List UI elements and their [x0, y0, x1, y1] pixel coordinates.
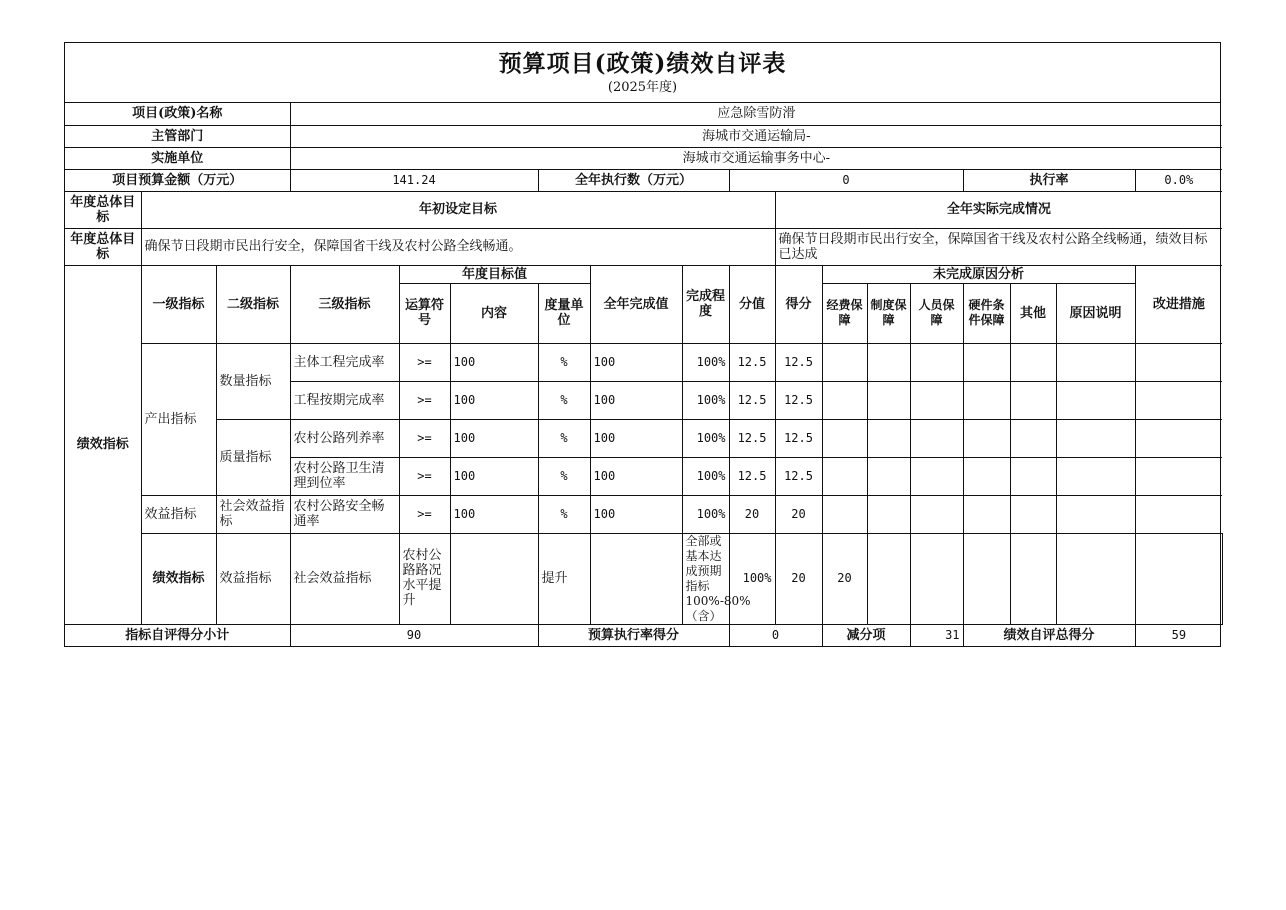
operator-cell: >=: [399, 381, 450, 419]
total-value: 59: [1135, 624, 1222, 646]
title-block: [65, 43, 1220, 103]
operator-cell: >=: [399, 495, 450, 533]
reason-explain-header: 原因说明: [1056, 283, 1135, 343]
total-label: 绩效自评总得分: [963, 624, 1135, 646]
reason-staff-cell: [910, 419, 963, 457]
perf-indicator-label-2: 绩效指标: [141, 533, 216, 624]
reason-system-header: 制度保障: [867, 283, 910, 343]
actual-cell: 100: [590, 495, 682, 533]
deduct-value: 31: [910, 624, 963, 646]
reason-group-header: 未完成原因分析: [822, 265, 1135, 283]
unit-value: 海城市交通运输事务中心-: [290, 147, 1222, 169]
level2-cell: 社会效益指标: [216, 495, 290, 533]
content-cell: 提升: [538, 533, 590, 624]
reason-system-cell: [867, 495, 910, 533]
reason-fund-header: 经费保障: [822, 283, 867, 343]
improve-cell: [1135, 457, 1222, 495]
operator-cell: >=: [399, 419, 450, 457]
actual-cell: 100: [590, 381, 682, 419]
reason-explain-cell: [1056, 381, 1135, 419]
score-cell: 12.5: [775, 457, 822, 495]
content-cell: 100: [450, 419, 538, 457]
level1-cell: 效益指标: [141, 495, 216, 533]
table-row: [65, 343, 1222, 381]
level3-cell: 主体工程完成率: [290, 343, 399, 381]
dept-label: 主管部门: [65, 125, 290, 147]
reason-hardware-cell: [963, 419, 1010, 457]
operator-header: 运算符号: [399, 283, 450, 343]
reason-other-cell: [1010, 343, 1056, 381]
reason-hardware-cell: [963, 457, 1010, 495]
improve-header: 改进措施: [1135, 265, 1222, 343]
reason-explain-cell: [1135, 533, 1222, 624]
level2-cell: 社会效益指标: [290, 533, 399, 624]
score-value-cell: 12.5: [729, 457, 775, 495]
reason-system-cell: [867, 381, 910, 419]
reason-other-cell: [1010, 457, 1056, 495]
level2-cell: 质量指标: [216, 419, 290, 495]
unit-cell: %: [538, 495, 590, 533]
content-cell: 100: [450, 343, 538, 381]
table-row: [65, 495, 1222, 533]
page-subtitle: (2025年度): [607, 80, 678, 95]
reason-explain-cell: [1056, 495, 1135, 533]
unit-header: 度量单位: [538, 283, 590, 343]
reason-fund-cell: [822, 495, 867, 533]
budget-score-label: 预算执行率得分: [538, 624, 729, 646]
improve-cell: [1135, 419, 1222, 457]
performance-evaluation-sheet: [64, 42, 1221, 647]
score-value-cell: 12.5: [729, 343, 775, 381]
level3-cell: 农村公路列养率: [290, 419, 399, 457]
reason-staff-cell: [910, 457, 963, 495]
actual-goal-header: 全年实际完成情况: [775, 191, 1222, 228]
score-value-cell: 12.5: [729, 419, 775, 457]
unit-cell: %: [538, 419, 590, 457]
reason-explain-cell: [1056, 419, 1135, 457]
reason-explain-cell: [1056, 457, 1135, 495]
reason-system-cell: [867, 419, 910, 457]
perf-indicator-label: 绩效指标: [65, 265, 141, 624]
budget-value: 141.24: [290, 169, 538, 191]
improve-cell: [1135, 381, 1222, 419]
improve-cell: [1135, 495, 1222, 533]
level3-cell: 农村公路卫生清理到位率: [290, 457, 399, 495]
reason-fund-cell: [822, 381, 867, 419]
score-value-cell: 12.5: [729, 381, 775, 419]
reason-staff-cell: [963, 533, 1010, 624]
actual-goal-text: 确保节日段期市民出行安全，保障国省干线及农村公路全线畅通，绩效目标已达成: [775, 228, 1222, 265]
project-name-label: 项目(政策)名称: [65, 103, 290, 125]
project-name-value: 应急除雪防滑: [290, 103, 1222, 125]
score-value-cell: 20: [775, 533, 822, 624]
evaluation-table: [65, 103, 1222, 646]
reason-other-cell: [1056, 533, 1135, 624]
score-header: 得分: [775, 265, 822, 343]
content-cell: 100: [450, 495, 538, 533]
reason-fund-cell: [867, 533, 910, 624]
reason-hardware-header: 硬件条件保障: [963, 283, 1010, 343]
deduct-label: 减分项: [822, 624, 910, 646]
operator-cell: >=: [399, 343, 450, 381]
level1-cell: 效益指标: [216, 533, 290, 624]
reason-other-cell: [1010, 419, 1056, 457]
unit-cell: %: [538, 343, 590, 381]
score-value-cell: 20: [729, 495, 775, 533]
operator-cell: [450, 533, 538, 624]
actual-header: 全年完成值: [590, 265, 682, 343]
goals-label-2: 年度总体目标: [65, 228, 141, 265]
page-title: 预算项目(政策)绩效自评表: [498, 50, 787, 77]
unit-cell: %: [538, 457, 590, 495]
score-value-header: 分值: [729, 265, 775, 343]
unit-label: 实施单位: [65, 147, 290, 169]
score-cell: 12.5: [775, 343, 822, 381]
budget-label: 项目预算金额（万元）: [65, 169, 290, 191]
score-cell: 20: [775, 495, 822, 533]
level1-header: 一级指标: [141, 265, 216, 343]
reason-system-cell: [910, 533, 963, 624]
reason-staff-cell: [910, 343, 963, 381]
budget-score-value: 0: [729, 624, 822, 646]
improve-cell: [1135, 343, 1222, 381]
level3-cell: 工程按期完成率: [290, 381, 399, 419]
exec-value: 0: [729, 169, 963, 191]
level3-header: 三级指标: [290, 265, 399, 343]
degree-cell: 100%: [682, 457, 729, 495]
dept-value: 海城市交通运输局-: [290, 125, 1222, 147]
exec-label: 全年执行数（万元）: [538, 169, 729, 191]
reason-staff-header: 人员保障: [910, 283, 963, 343]
table-row: [65, 419, 1222, 457]
reason-hardware-cell: [963, 381, 1010, 419]
degree-cell: 100%: [682, 419, 729, 457]
reason-hardware-cell: [963, 343, 1010, 381]
content-cell: 100: [450, 457, 538, 495]
score-cell: 20: [822, 533, 867, 624]
target-group-header: 年度目标值: [399, 265, 590, 283]
degree-cell: 100%: [682, 343, 729, 381]
reason-system-cell: [867, 457, 910, 495]
goals-label-1: 年度总体目标: [65, 191, 141, 228]
initial-goal-text: 确保节日段期市民出行安全，保障国省干线及农村公路全线畅通。: [141, 228, 775, 265]
content-cell: 100: [450, 381, 538, 419]
score-cell: 12.5: [775, 419, 822, 457]
operator-cell: >=: [399, 457, 450, 495]
reason-explain-cell: [1056, 343, 1135, 381]
reason-fund-cell: [822, 419, 867, 457]
reason-other-header: 其他: [1010, 283, 1056, 343]
reason-hardware-cell: [1010, 533, 1056, 624]
unit-cell: [590, 533, 682, 624]
reason-other-cell: [1010, 495, 1056, 533]
reason-hardware-cell: [963, 495, 1010, 533]
degree-header: 完成程度: [682, 265, 729, 343]
level1-cell: 产出指标: [141, 343, 216, 495]
level2-cell: 数量指标: [216, 343, 290, 419]
table-row: [65, 533, 1222, 624]
reason-staff-cell: [910, 381, 963, 419]
unit-cell: %: [538, 381, 590, 419]
reason-fund-cell: [822, 343, 867, 381]
actual-cell: 100: [590, 419, 682, 457]
level3-cell: 农村公路路况水平提升: [399, 533, 450, 624]
reason-staff-cell: [910, 495, 963, 533]
content-header: 内容: [450, 283, 538, 343]
subtotal-label: 指标自评得分小计: [65, 624, 290, 646]
actual-cell: 100: [590, 343, 682, 381]
level2-header: 二级指标: [216, 265, 290, 343]
rate-label: 执行率: [963, 169, 1135, 191]
initial-goal-header: 年初设定目标: [141, 191, 775, 228]
reason-fund-cell: [822, 457, 867, 495]
actual-cell: 全部或基本达成预期指标100%-80%（含）: [682, 533, 729, 624]
reason-other-cell: [1010, 381, 1056, 419]
score-cell: 12.5: [775, 381, 822, 419]
degree-cell: 100%: [682, 495, 729, 533]
degree-cell: 100%: [729, 533, 775, 624]
reason-system-cell: [867, 343, 910, 381]
actual-cell: 100: [590, 457, 682, 495]
level3-cell: 农村公路安全畅通率: [290, 495, 399, 533]
rate-value: 0.0%: [1135, 169, 1222, 191]
degree-cell: 100%: [682, 381, 729, 419]
subtotal-value: 90: [290, 624, 538, 646]
